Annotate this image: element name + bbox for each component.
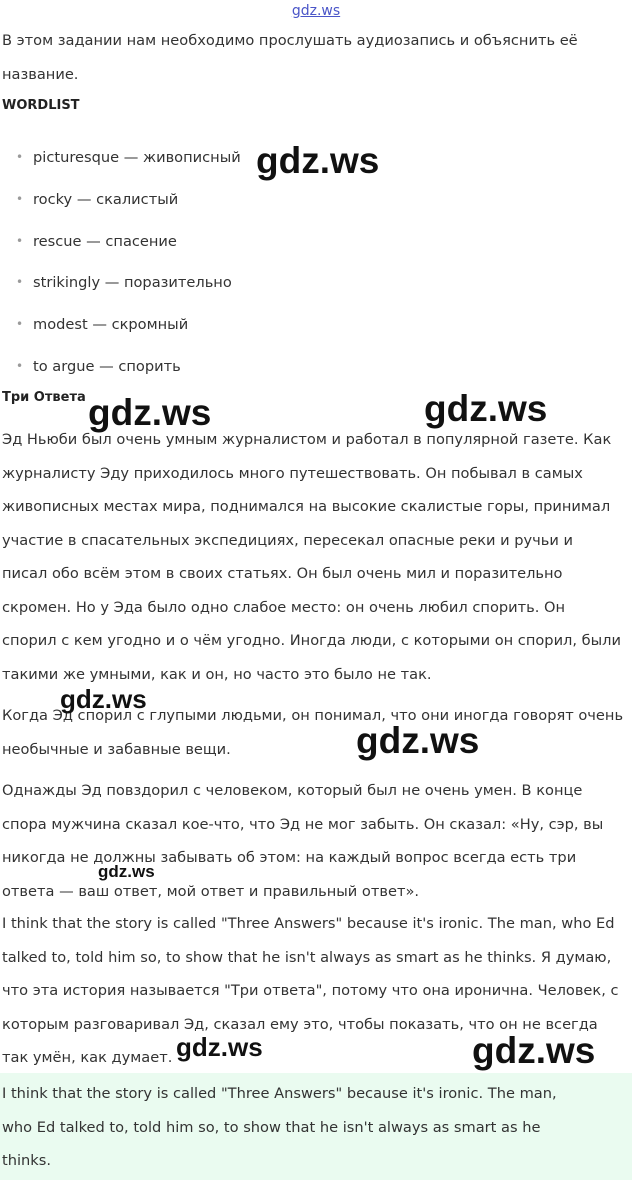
watermark: gdz.ws — [356, 720, 480, 761]
wordlist — [0, 137, 241, 388]
wordlist-item: • modest — скромный — [0, 304, 241, 346]
wordlist-item: • picturesque — живописный — [0, 137, 241, 179]
intro-line: название. — [2, 65, 79, 83]
wordlist-item: • strikingly — поразительно — [0, 262, 241, 304]
bullet-icon: • — [16, 233, 24, 248]
watermark: gdz.ws — [98, 862, 155, 881]
wordlist-item: • to argue — спорить — [0, 346, 241, 388]
story-paragraph-3: Однажды Эд повздорил с человеком, который был не очень умен. В конце спора мужчина сказал кое-что, что Эд не мог забыть. Он сказал: «Ну, сэр, вы никогда не должны забывать об этом: на каждый вопрос всегда есть три ответа — ваш ответ, мой ответ и правильный ответ». — [2, 782, 604, 900]
intro-text — [2, 24, 578, 91]
highlighted-answer-text: I think that the story is called "Three Answers" because it's ironic. The man, who Ed talked to, told him so, to show that he isn't always as smart as he thinks. — [2, 1085, 557, 1169]
bullet-icon: • — [16, 150, 24, 164]
wordlist-item: • rocky — скалистый — [0, 179, 241, 221]
bullet-icon: • — [16, 358, 24, 373]
bullet-icon: • — [16, 191, 24, 206]
answer-paragraph: I think that the story is called "Three Answers" because it's ironic. The man, who Ed talked to, told him so, to show that he isn't always as smart as he thinks. Я думаю, что эта история называется "Три ответа", потому что она иронична. Человек, с которым разговаривал Эд, сказал ему это, чтобы показать, что он не всегда так умён, как думает. — [2, 915, 619, 1066]
site-link[interactable]: gdz.ws — [291, 3, 341, 19]
watermark: gdz.ws — [176, 1032, 263, 1062]
watermark: gdz.ws — [256, 140, 380, 181]
bullet-icon: • — [16, 275, 24, 290]
watermark: gdz.ws — [472, 1030, 596, 1071]
watermark: gdz.ws — [88, 392, 212, 433]
intro-line: В этом задании нам необходимо прослушать аудиозапись и объяснить её — [2, 32, 578, 49]
bullet-icon: • — [16, 317, 24, 332]
watermark: gdz.ws — [424, 388, 548, 429]
story-paragraph-1: Эд Ньюби был очень умным журналистом и работал в популярной газете. Как журналисту Эду приходилось много путешествовать. Он побывал в самых живописных местах мира, поднимался на высокие скалистые горы, принимал участие в спасательных экспедициях, пересекал опасные реки и ручьи и писал обо всём этом в своих статьях. Он был очень мил и поразительно скромен. Но у Эда было одно слабое место: он очень любил спорить. Он спорил с кем угодно и о чём угодно. Иногда люди, с которыми он спорил, были такими же умными, как и он, но часто это было не так. — [2, 431, 621, 683]
wordlist-item: • rescue — спасение — [0, 221, 241, 263]
watermark: gdz.ws — [60, 684, 147, 714]
wordlist-heading: WORDLIST — [2, 98, 80, 113]
story-heading: Три Ответа — [2, 390, 86, 405]
highlighted-answer — [0, 1073, 632, 1180]
story-paragraph-2: Когда Эд спорил с глупыми людьми, он понимал, что они иногда говорят очень необычные и забавные вещи. — [2, 707, 624, 758]
